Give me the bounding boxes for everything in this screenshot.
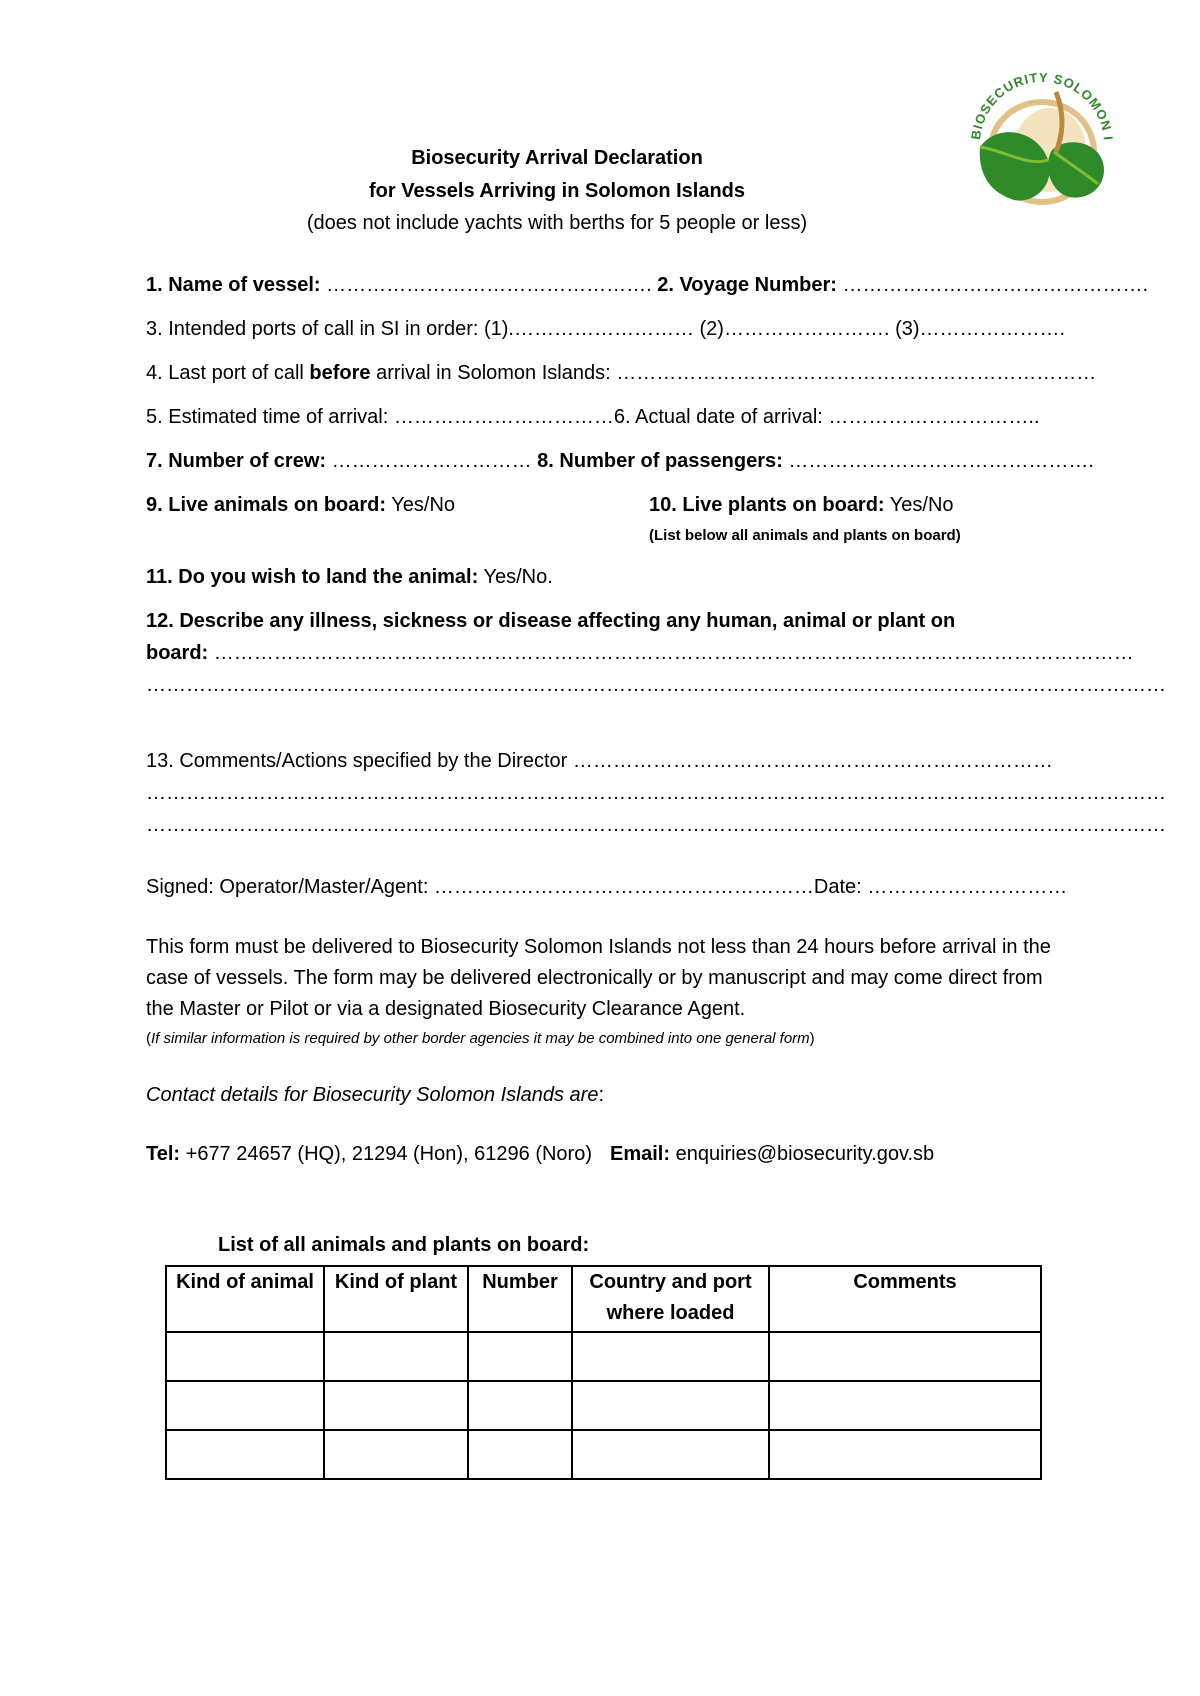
ports-of-call-field[interactable]: 3. Intended ports of call in SI in order: (1).……………………… (2)……………………. (3)…………………. (146, 318, 1066, 340)
note-open-paren: ( (146, 1030, 151, 1047)
voyage-number-label: 2. Voyage Number: (657, 274, 837, 296)
director-comments-field[interactable]: 13. Comments/Actions specified by the Director ……………………………………………………………… (146, 750, 1053, 772)
last-port-field[interactable] (146, 362, 1096, 385)
table-cell[interactable] (468, 1381, 572, 1430)
email-value[interactable]: enquiries@biosecurity.gov.sb (670, 1143, 935, 1165)
table-cell[interactable] (166, 1430, 324, 1479)
combined-form-note (146, 1030, 815, 1047)
passenger-count-blank[interactable]: ………………………………………. (782, 450, 1094, 472)
table-header-row (166, 1266, 1041, 1332)
illness-label-board: board: (146, 642, 209, 664)
live-animals-field[interactable] (146, 494, 455, 517)
table-cell[interactable] (572, 1430, 769, 1479)
arrival-times-field[interactable]: 5. Estimated time of arrival: ……………………………6. Actual date of arrival: ………………………….. (146, 406, 1040, 428)
land-animal-field[interactable] (146, 566, 553, 589)
table-row (166, 1430, 1041, 1479)
table-cell[interactable] (166, 1332, 324, 1381)
table-cell[interactable] (324, 1381, 468, 1430)
form-subtitle: (does not include yachts with berths for 5 people or less) (306, 212, 808, 234)
logo-text: BIOSECURITY SOLOMON I (968, 69, 1116, 142)
voyage-number-blank[interactable]: ………………………………………. (836, 274, 1149, 296)
table-cell[interactable] (468, 1332, 572, 1381)
note-close-paren: ) (809, 1030, 815, 1047)
field-vessel-row (146, 274, 1148, 297)
table-row (166, 1381, 1041, 1430)
email-label: Email: (609, 1143, 671, 1165)
live-plants-yes-no[interactable]: Yes/No (884, 494, 954, 516)
col-country-and-port: Country and port where loaded (572, 1266, 769, 1332)
table-row (166, 1332, 1041, 1381)
live-plants-field[interactable] (649, 494, 954, 517)
last-port-label-post: arrival in Solomon Islands: ……………………………………………………………… (370, 362, 1097, 384)
col-kind-of-plant: Kind of plant (324, 1266, 468, 1332)
form-title-line2: for Vessels Arriving in Solomon Islands (368, 180, 746, 202)
last-port-label-bold: before (309, 362, 371, 384)
vessel-name-blank[interactable]: …………………………………………. (320, 274, 658, 296)
illness-label: 12. Describe any illness, sickness or disease affecting any human, animal or plant on (146, 610, 956, 632)
form-title-line1: Biosecurity Arrival Declaration (411, 147, 703, 169)
contact-heading-text: Contact details for Biosecurity Solomon Islands are (146, 1084, 599, 1106)
director-comments-blank-1[interactable]: ……………………………………………………………………………………………………………………………………… (146, 782, 1166, 804)
note-text: If similar information is required by other border agencies it may be combined into one general form (151, 1030, 810, 1047)
list-below-note: (List below all animals and plants on board) (649, 527, 961, 544)
land-animal-label: 11. Do you wish to land the animal: (146, 566, 479, 588)
live-plants-label: 10. Live plants on board: (649, 494, 885, 516)
table-cell[interactable] (324, 1430, 468, 1479)
illness-field[interactable] (146, 642, 1134, 665)
contact-line (146, 1143, 934, 1166)
live-animals-label: 9. Live animals on board: (146, 494, 387, 516)
passenger-count-label: 8. Number of passengers: (537, 450, 783, 472)
last-port-label-pre: 4. Last port of call (146, 362, 310, 384)
director-comments-blank-2[interactable]: ……………………………………………………………………………………………………………………………………… (146, 814, 1166, 836)
illness-blank-2[interactable]: ……………………………………………………………………………………………………………………………………… (146, 674, 1166, 696)
table-cell[interactable] (468, 1430, 572, 1479)
col-comments: Comments (769, 1266, 1041, 1332)
illness-blank-1[interactable]: ………………………………………………………………………………………………………………………… (208, 642, 1134, 664)
contact-heading (146, 1084, 604, 1107)
table-cell[interactable] (166, 1381, 324, 1430)
tel-value: +677 24657 (HQ), 21294 (Hon), 61296 (Noro) (180, 1143, 592, 1165)
col-kind-of-animal: Kind of animal (166, 1266, 324, 1332)
crew-passengers-row (146, 450, 1094, 473)
table-cell[interactable] (769, 1332, 1041, 1381)
animals-plants-table (165, 1265, 1042, 1480)
table-cell[interactable] (769, 1430, 1041, 1479)
contact-heading-colon: : (598, 1084, 605, 1106)
tel-label: Tel: (146, 1143, 181, 1165)
table-cell[interactable] (324, 1332, 468, 1381)
crew-count-blank[interactable]: ………………………… (326, 450, 538, 472)
live-animals-yes-no[interactable]: Yes/No (386, 494, 456, 516)
table-cell[interactable] (769, 1381, 1041, 1430)
crew-count-label: 7. Number of crew: (146, 450, 327, 472)
delivery-notice: This form must be delivered to Biosecurity Solomon Islands not less than 24 hours before arrival in the case of vessels. The form may be delivered electronically or by manuscript and may come direct from the Master or Pilot or via a designated Biosecurity Clearance Agent. (146, 936, 1051, 1020)
signature-date-field[interactable]: Signed: Operator/Master/Agent: …………………………………………………Date: ………………………… (146, 876, 1068, 898)
col-number: Number (468, 1266, 572, 1332)
land-animal-yes-no[interactable]: Yes/No. (478, 566, 553, 588)
vessel-name-label: 1. Name of vessel: (146, 274, 321, 296)
table-cell[interactable] (572, 1381, 769, 1430)
table-cell[interactable] (572, 1332, 769, 1381)
table-caption: List of all animals and plants on board: (218, 1234, 590, 1256)
